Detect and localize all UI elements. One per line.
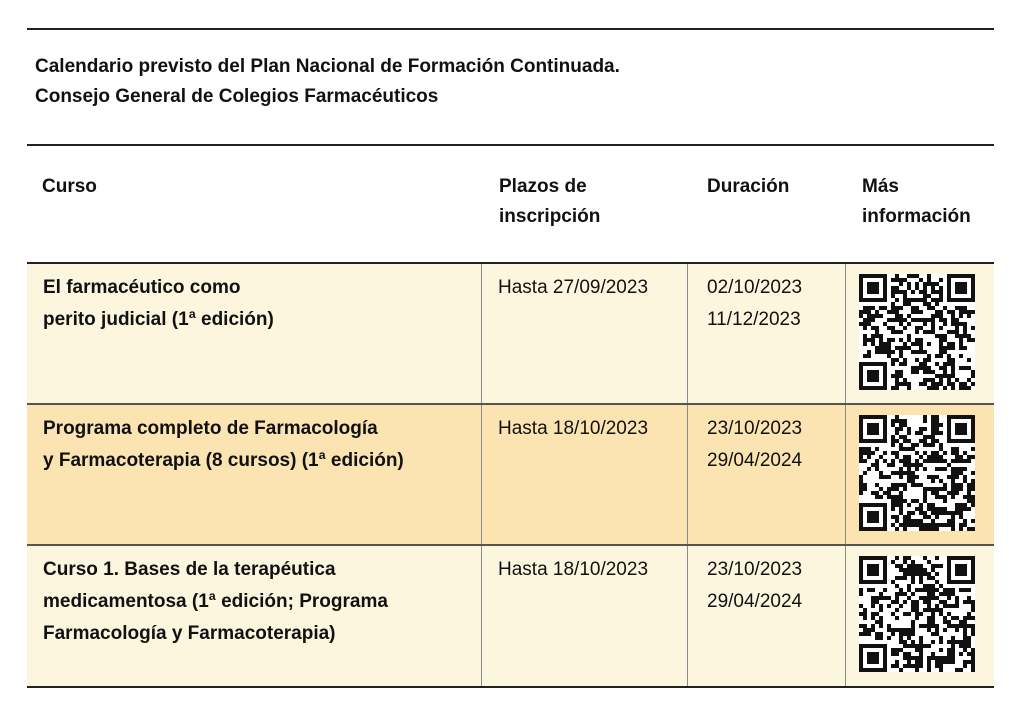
end-date: 29/04/2024 xyxy=(707,591,803,612)
qr-code-icon[interactable] xyxy=(859,556,975,672)
course-duration xyxy=(707,413,802,477)
course-duration xyxy=(707,554,802,618)
course-name: El farmacéutico como perito judicial (1ª edición) xyxy=(43,277,274,330)
end-date: 29/04/2024 xyxy=(707,450,803,471)
column-divider xyxy=(845,264,846,403)
header-mas-informacion: Más información xyxy=(862,176,971,227)
caption-subtitle: Consejo General de Colegios Farmacéuticos xyxy=(35,86,439,107)
header-curso: Curso xyxy=(42,176,97,197)
column-divider xyxy=(687,546,688,686)
enrollment-deadline: Hasta 18/10/2023 xyxy=(498,559,649,580)
top-rule xyxy=(27,28,994,30)
column-divider xyxy=(687,405,688,544)
qr-code-icon[interactable] xyxy=(859,274,975,390)
course-name: Programa completo de Farmacología y Farmacoterapia (8 cursos) (1ª edición) xyxy=(43,418,404,471)
table-row xyxy=(27,405,994,544)
column-divider xyxy=(481,546,482,686)
enrollment-deadline: Hasta 27/09/2023 xyxy=(498,277,649,298)
table-row xyxy=(27,264,994,403)
column-divider xyxy=(481,264,482,403)
course-duration xyxy=(707,272,802,336)
header-duracion: Duración xyxy=(707,176,790,197)
header-plazos: Plazos de inscripción xyxy=(499,176,601,227)
table-top-rule xyxy=(27,144,994,146)
column-divider xyxy=(481,405,482,544)
start-date: 23/10/2023 xyxy=(707,418,803,439)
caption-title: Calendario previsto del Plan Nacional de Formación Continuada. xyxy=(35,56,620,77)
enrollment-deadline: Hasta 18/10/2023 xyxy=(498,418,649,439)
column-divider xyxy=(687,264,688,403)
table-bottom-rule xyxy=(27,686,994,688)
column-divider xyxy=(845,546,846,686)
column-divider xyxy=(845,405,846,544)
qr-code-icon[interactable] xyxy=(859,415,975,531)
table-row xyxy=(27,546,994,686)
start-date: 23/10/2023 xyxy=(707,559,803,580)
start-date: 02/10/2023 xyxy=(707,277,803,298)
course-name: Curso 1. Bases de la terapéutica medicamentosa (1ª edición; Programa Farmacología y Farmacoterapia) xyxy=(43,559,388,644)
end-date: 11/12/2023 xyxy=(707,309,801,330)
